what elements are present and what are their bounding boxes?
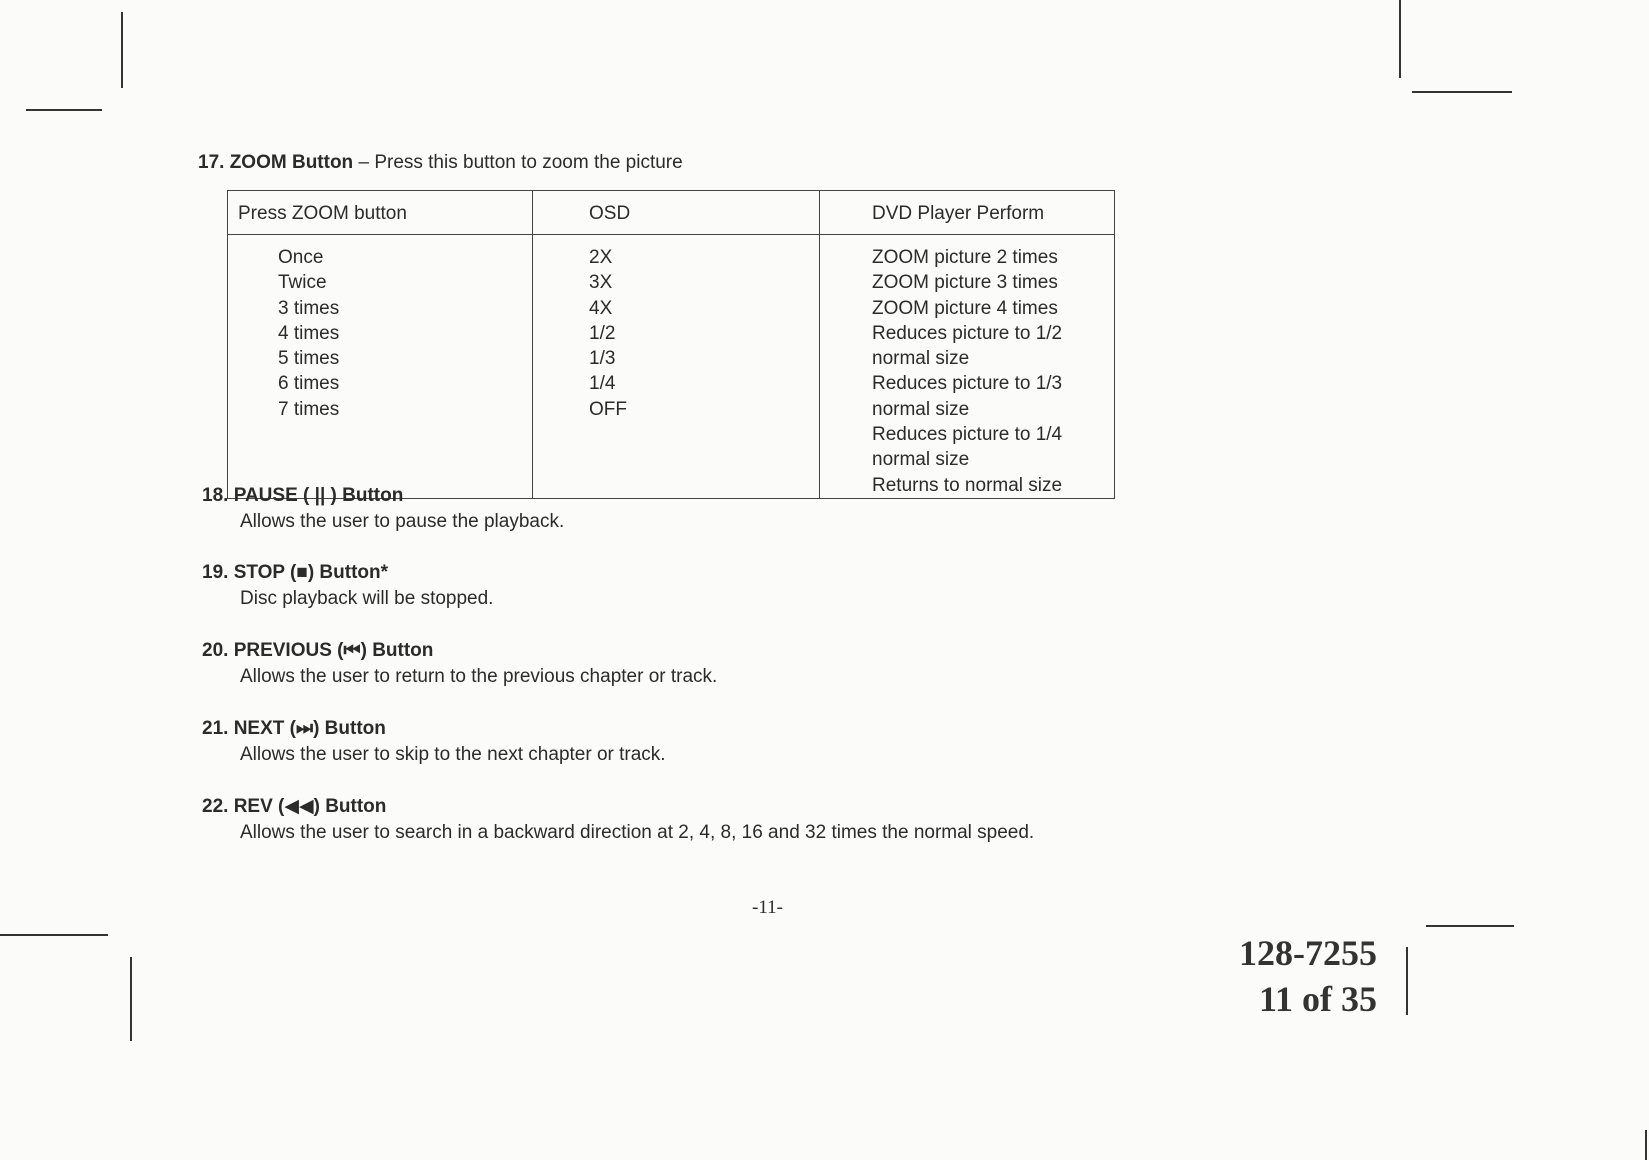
table-cell: 4X [589, 297, 613, 319]
table-cell: ZOOM picture 2 times [872, 247, 1058, 268]
section-number: 17. [198, 152, 225, 173]
table-cell: Reduces picture to 1/2 normal size [872, 322, 1063, 370]
table-cell: ZOOM picture 4 times [872, 297, 1058, 319]
page-number: -11- [752, 897, 783, 918]
table-cell: Returns to normal size [872, 474, 1063, 496]
crop-mark [1412, 91, 1512, 93]
table-cell: Reduces picture to 1/4 normal size [872, 424, 1063, 471]
column-header-osd: OSD [533, 191, 820, 235]
column-header-perform: DVD Player Perform [820, 191, 1115, 235]
table-cell: Twice [278, 272, 327, 294]
table-header-row [228, 191, 1115, 235]
crop-mark [1645, 1130, 1647, 1160]
crop-mark [0, 934, 108, 936]
section-description: Press this button to zoom the picture [374, 152, 683, 173]
item-previous [202, 640, 717, 688]
table-body-row [228, 235, 1115, 499]
table-cell: 1/2 [589, 322, 616, 344]
section-17-heading [198, 152, 683, 174]
table-cell: 7 times [278, 398, 340, 420]
table-cell: 3X [589, 272, 613, 294]
item-pause [202, 485, 564, 533]
item-description: Allows the user to return to the previous chapter or track. [240, 666, 718, 687]
table-cell: 1/3 [589, 348, 616, 370]
item-description: Allows the user to pause the playback. [240, 511, 565, 532]
crop-mark [1426, 925, 1514, 927]
item-heading: 18. PAUSE ( || ) Button [202, 485, 404, 506]
zoom-table [227, 190, 1115, 499]
table-cell: 4 times [278, 322, 340, 344]
crop-mark [26, 109, 102, 111]
item-description: Allows the user to search in a backward direction at 2, 4, 8, 16 and 32 times the normal speed. [240, 822, 1035, 843]
table-cell: 3 times [278, 297, 340, 319]
crop-mark [1406, 947, 1408, 1015]
item-description: Allows the user to skip to the next chapter or track. [240, 744, 666, 765]
table-cell: 5 times [278, 348, 340, 370]
osd-column [533, 235, 820, 499]
doc-number: 128-7255 [1239, 933, 1377, 973]
table-cell: 6 times [278, 373, 340, 395]
column-header-press: Press ZOOM button [228, 191, 533, 235]
item-description: Disc playback will be stopped. [240, 588, 494, 609]
page-of: 11 of 35 [1258, 979, 1377, 1019]
item-next [202, 718, 666, 766]
section-dash: – [358, 152, 370, 173]
perform-column [820, 235, 1115, 499]
document-id [1239, 930, 1377, 1022]
table-cell: ZOOM picture 3 times [872, 272, 1058, 294]
item-rev [202, 795, 1034, 844]
item-heading: 22. REV (◀◀) Button [202, 796, 387, 817]
crop-mark [121, 12, 123, 88]
table-cell: Reduces picture to 1/3 normal size [872, 373, 1063, 420]
item-heading: 19. STOP (■) Button* [202, 562, 389, 583]
item-stop [202, 562, 493, 610]
item-heading: 20. PREVIOUS (⏮) Button [202, 640, 434, 661]
crop-mark [1399, 0, 1401, 78]
press-column [228, 235, 533, 499]
crop-mark [130, 957, 132, 1041]
item-heading: 21. NEXT (⏭) Button [202, 718, 386, 739]
table-cell: 2X [589, 247, 613, 268]
table-cell: 1/4 [589, 373, 616, 395]
table-cell: OFF [589, 398, 627, 420]
section-title: ZOOM Button [229, 152, 354, 173]
table-cell: Once [278, 247, 324, 268]
